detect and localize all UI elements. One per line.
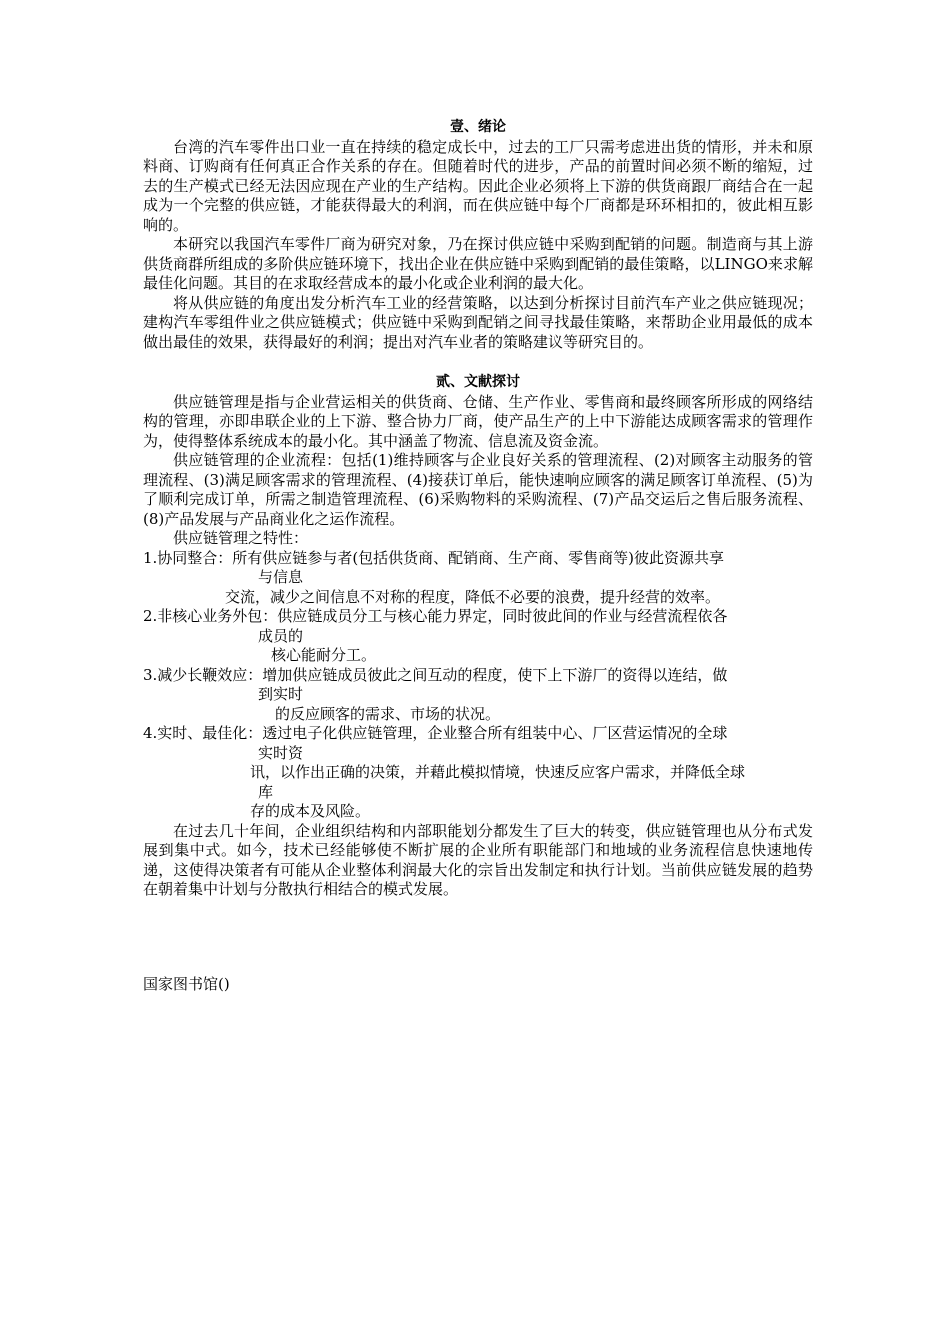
section-spacer (143, 352, 813, 371)
feature-item-line: 存的成本及风险。 (250, 802, 371, 820)
intro-paragraph-2: 本研究以我国汽车零件厂商为研究对象，乃在探讨供应链中采购到配销的问题。制造商与其上游供货商群所组成的多阶供应链环境下，找出企业在供应链中采购到配销的最佳策略，以LINGO来求解最佳化问题。其目的在求取经营成本的最小化或企业利润的最大化。 (143, 235, 813, 292)
feature-item-line: 交流，减少之间信息不对称的程度，降低不必要的浪费，提升经营的效率。 (225, 587, 721, 606)
feature-item-2 (143, 607, 813, 666)
feature-item-line: 4.实时、最佳化：透过电子化供应链管理，企业整合所有组装中心、厂区营运情况的全球 (143, 724, 728, 742)
section-title-intro: 壹、绪论 (450, 119, 506, 135)
feature-item-line: 1.协同整合：所有供应链参与者(包括供货商、配销商、生产商、零售商等)彼此资源共享 (143, 548, 725, 567)
feature-item-line: 实时资 (258, 743, 304, 762)
feature-item-4 (143, 724, 813, 822)
feature-item-line: 的反应顾客的需求、市场的状况。 (275, 704, 501, 723)
feature-item-line: 库 (258, 782, 274, 801)
feature-item-line: 3.减少长鞭效应：增加供应链成员彼此之间互动的程度，使下上下游厂的资得以连结，做 (143, 665, 728, 684)
document-body (143, 116, 813, 900)
feature-item-line: 成员的 (258, 626, 304, 645)
feature-item-line: 与信息 (258, 568, 304, 586)
intro-paragraph-3: 将从供应链的角度出发分析汽车工业的经营策略，以达到分析探讨目前汽车产业之供应链现况；建构汽车零组件业之供应链模式；供应链中采购到配销之间寻找最佳策略，来帮助企业用最低的成本做出最佳的效果，获得最好的利润；提出对汽车业者的策略建议等研究目的。 (143, 293, 813, 351)
feature-item-1 (143, 549, 813, 608)
feature-item-line: 2.非核心业务外包：供应链成员分工与核心能力界定，同时彼此间的作业与经营流程依各 (143, 607, 728, 625)
literature-paragraph-1: 供应链管理是指与企业营运相关的供货商、仓储、生产作业、零售商和最终顾客所形成的网络结构的管理，亦即串联企业的上下游、整合协力厂商，使产品生产的上中下游能达成顾客需求的管理作为，使得整体系统成本的最小化。其中涵盖了物流、信息流及资金流。 (143, 392, 813, 450)
feature-item-line: 讯，以作出正确的决策，并藉此模拟情境，快速反应客户需求，并降低全球 (250, 763, 746, 781)
intro-paragraph-1: 台湾的汽车零件出口业一直在持续的稳定成长中，过去的工厂只需考虑进出货的情形，并未和原料商、订购商有任何真正合作关系的存在。但随着时代的进步，产品的前置时间必须不断的缩短，过去的生产模式已经无法因应现在产业的生产结构。因此企业必须将上下游的供货商跟厂商结合在一起成为一个完整的供应链，才能获得最大的利润，而在供应链中每个厂商都是环环相扣的，彼此相互影响的。 (143, 137, 813, 234)
feature-item-line: 到实时 (258, 685, 304, 703)
features-label: 供应链管理之特性： (173, 529, 309, 547)
feature-item-3 (143, 666, 813, 725)
literature-paragraph-3: 在过去几十年间，企业组织结构和内部职能划分都发生了巨大的转变，供应链管理也从分布式发展到集中式。如今，技术已经能够使不断扩展的企业所有职能部门和地域的业务流程信息快速地传递，这使得决策者有可能从企业整体利润最大化的宗旨出发制定和执行计划。当前供应链发展的趋势在朝着集中计划与分散执行相结合的模式发展。 (143, 821, 813, 898)
feature-item-line: 核心能耐分工。 (271, 646, 377, 664)
section-title-literature: 贰、文献探讨 (436, 374, 520, 390)
footer-source: 国家图书馆() (143, 975, 230, 993)
literature-paragraph-2: 供应链管理的企业流程：包括(1)维持顾客与企业良好关系的管理流程、(2)对顾客主动服务的管理流程、(3)满足顾客需求的管理流程、(4)接获订单后，能快速响应顾客的满足顾客订单流程、(5)为了顺利完成订单，所需之制造管理流程、(6)采购物料的采购流程、(7)产品交运后之售后服务流程、(8)产品发展与产品商业化之运作流程。 (143, 451, 813, 528)
